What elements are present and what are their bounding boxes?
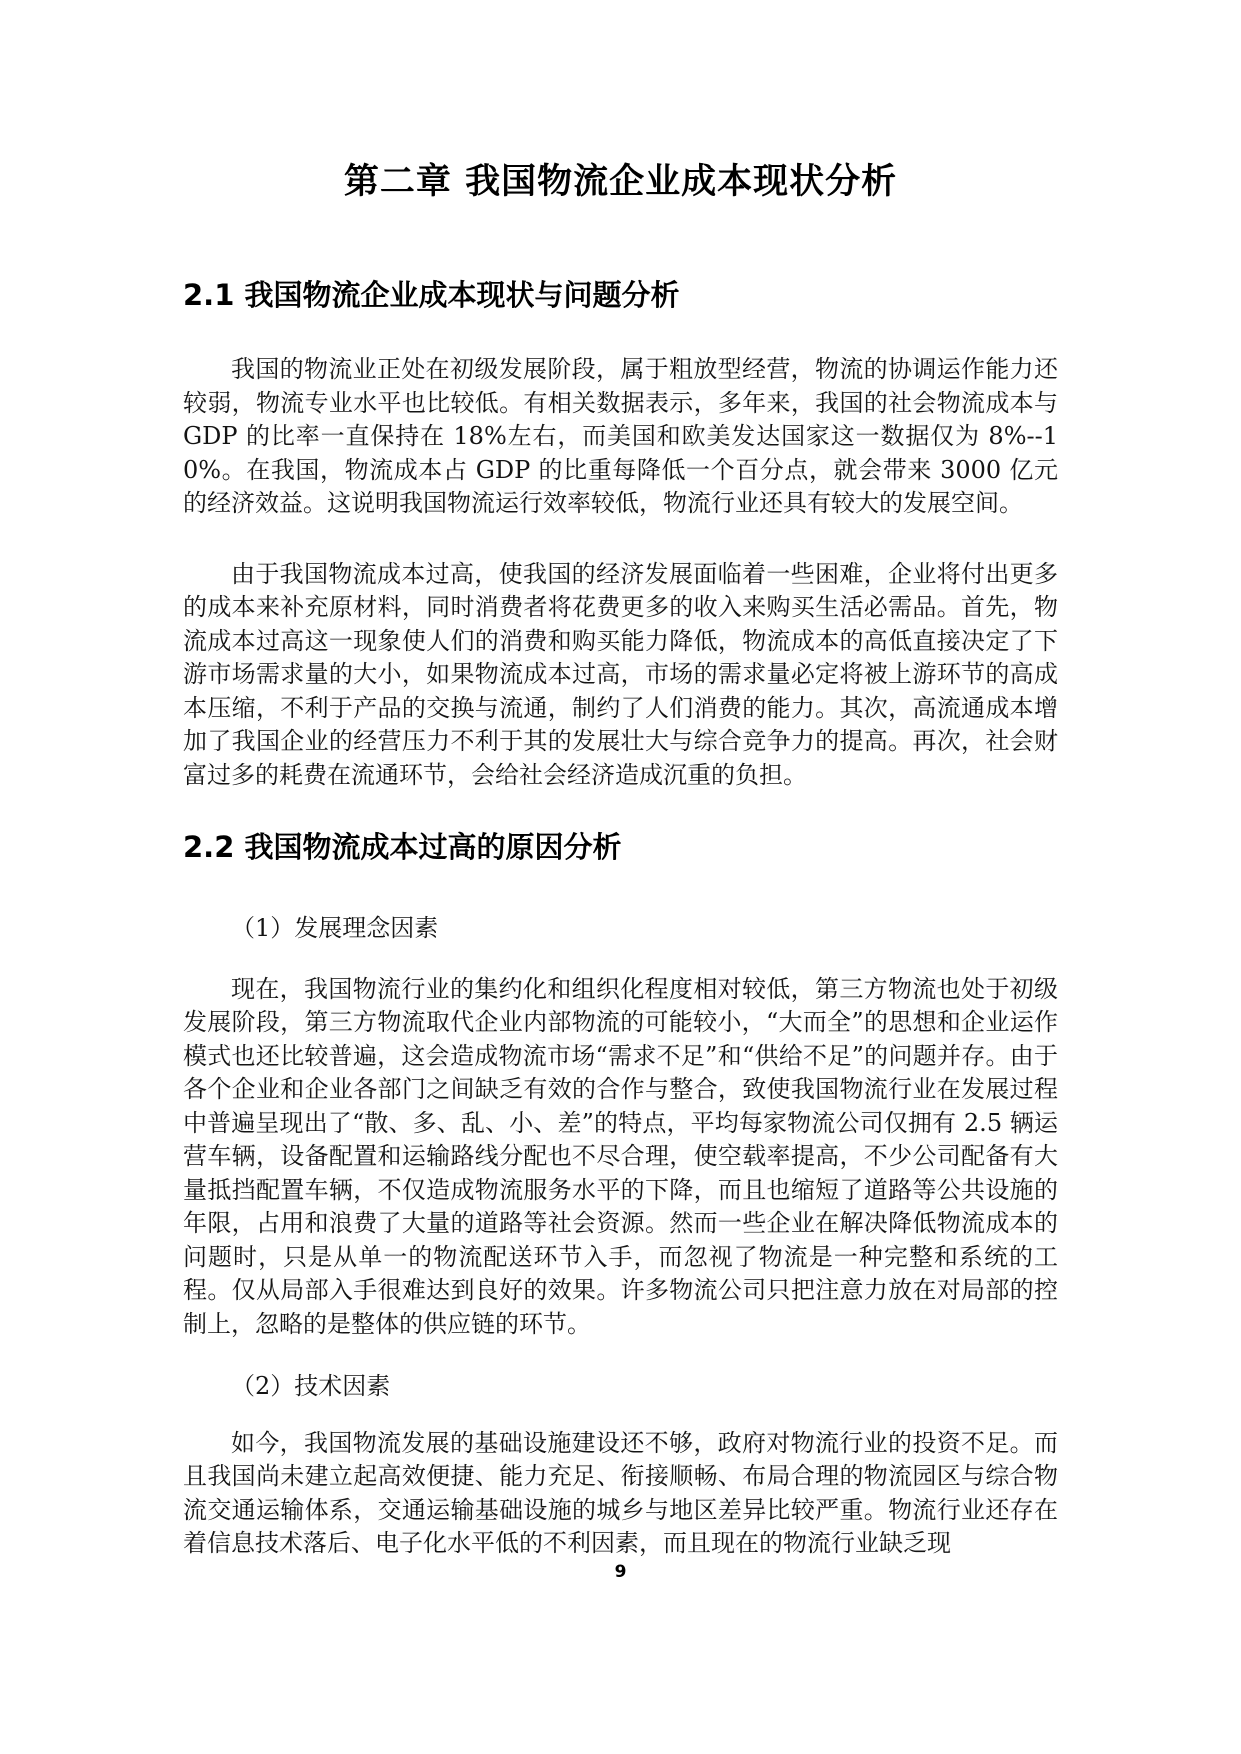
subsection-label-technology-factor: （2）技术因素: [231, 1372, 391, 1400]
paragraph-development-concept: 现在，我国物流行业的集约化和组织化程度相对较低，第三方物流也处于初级发展阶段，第三方物流取代企业内部物流的可能较小，“大而全”的思想和企业运作模式也还比较普遍，这会造成物流市场“需求不足”和“供给不足”的问题并存。由于各个企业和企业各部门之间缺乏有效的合作与整合，致使我国物流行业在发展过程中普遍呈现出了“散、多、乱、小、差”的特点，平均每家物流公司仅拥有 2.5 辆运营车辆，设备配置和运输路线分配也不尽合理，使空载率提高，不少公司配备有大量抵挡配置车辆，不仅造成物流服务水平的下降，而且也缩短了道路等公共设施的年限，占用和浪费了大量的道路等社会资源。然而一些企业在解决降低物流成本的问题时，只是从单一的物流配送环节入手，而忽视了物流是一种完整和系统的工程。仅从局部入手很难达到良好的效果。许多物流公司只把注意力放在对局部的控制上，忽略的是整体的供应链的环节。: [183, 974, 1058, 1338]
paragraph-high-cost-impact: 由于我国物流成本过高，使我国的经济发展面临着一些困难，企业将付出更多的成本来补充原材料，同时消费者将花费更多的收入来购买生活必需品。首先，物流成本过高这一现象使人们的消费和购买能力降低，物流成本的高低直接决定了下游市场需求量的大小，如果物流成本过高，市场的需求量必定将被上游环节的高成本压缩，不利于产品的交换与流通，制约了人们消费的能力。其次，高流通成本增加了我国企业的经营压力不利于其的发展壮大与综合竞争力的提高。再次，社会财富过多的耗费在流通环节，会给社会经济造成沉重的负担。: [183, 559, 1058, 789]
subsection-label-development-concept: （1）发展理念因素: [231, 914, 439, 942]
paragraph-logistics-status: 我国的物流业正处在初级发展阶段，属于粗放型经营，物流的协调运作能力还较弱，物流专业水平也比较低。有相关数据表示，多年来，我国的社会物流成本与 GDP 的比率一直保持在 18%左右，而美国和欧美发达国家这一数据仅为 8%--10%。在我国，物流成本占 GDP 的比重每降低一个百分点，就会带来 3000 亿元的经济效益。这说明我国物流运行效率较低，物流行业还具有较大的发展空间。: [183, 355, 1058, 517]
section-heading-2-1: 2.1 我国物流企业成本现状与问题分析: [183, 278, 680, 312]
chapter-title: 第二章 我国物流企业成本现状分析: [343, 162, 898, 202]
paragraph-technology-factor: 如今，我国物流发展的基础设施建设还不够，政府对物流行业的投资不足。而且我国尚未建立起高效便捷、能力充足、衔接顺畅、布局合理的物流园区与综合物流交通运输体系，交通运输基础设施的城乡与地区差异比较严重。物流行业还存在着信息技术落后、电子化水平低的不利因素，而且现在的物流行业缺乏现: [183, 1428, 1058, 1557]
section-heading-2-2: 2.2 我国物流成本过高的原因分析: [183, 830, 622, 864]
page-number: 9: [614, 1562, 627, 1582]
